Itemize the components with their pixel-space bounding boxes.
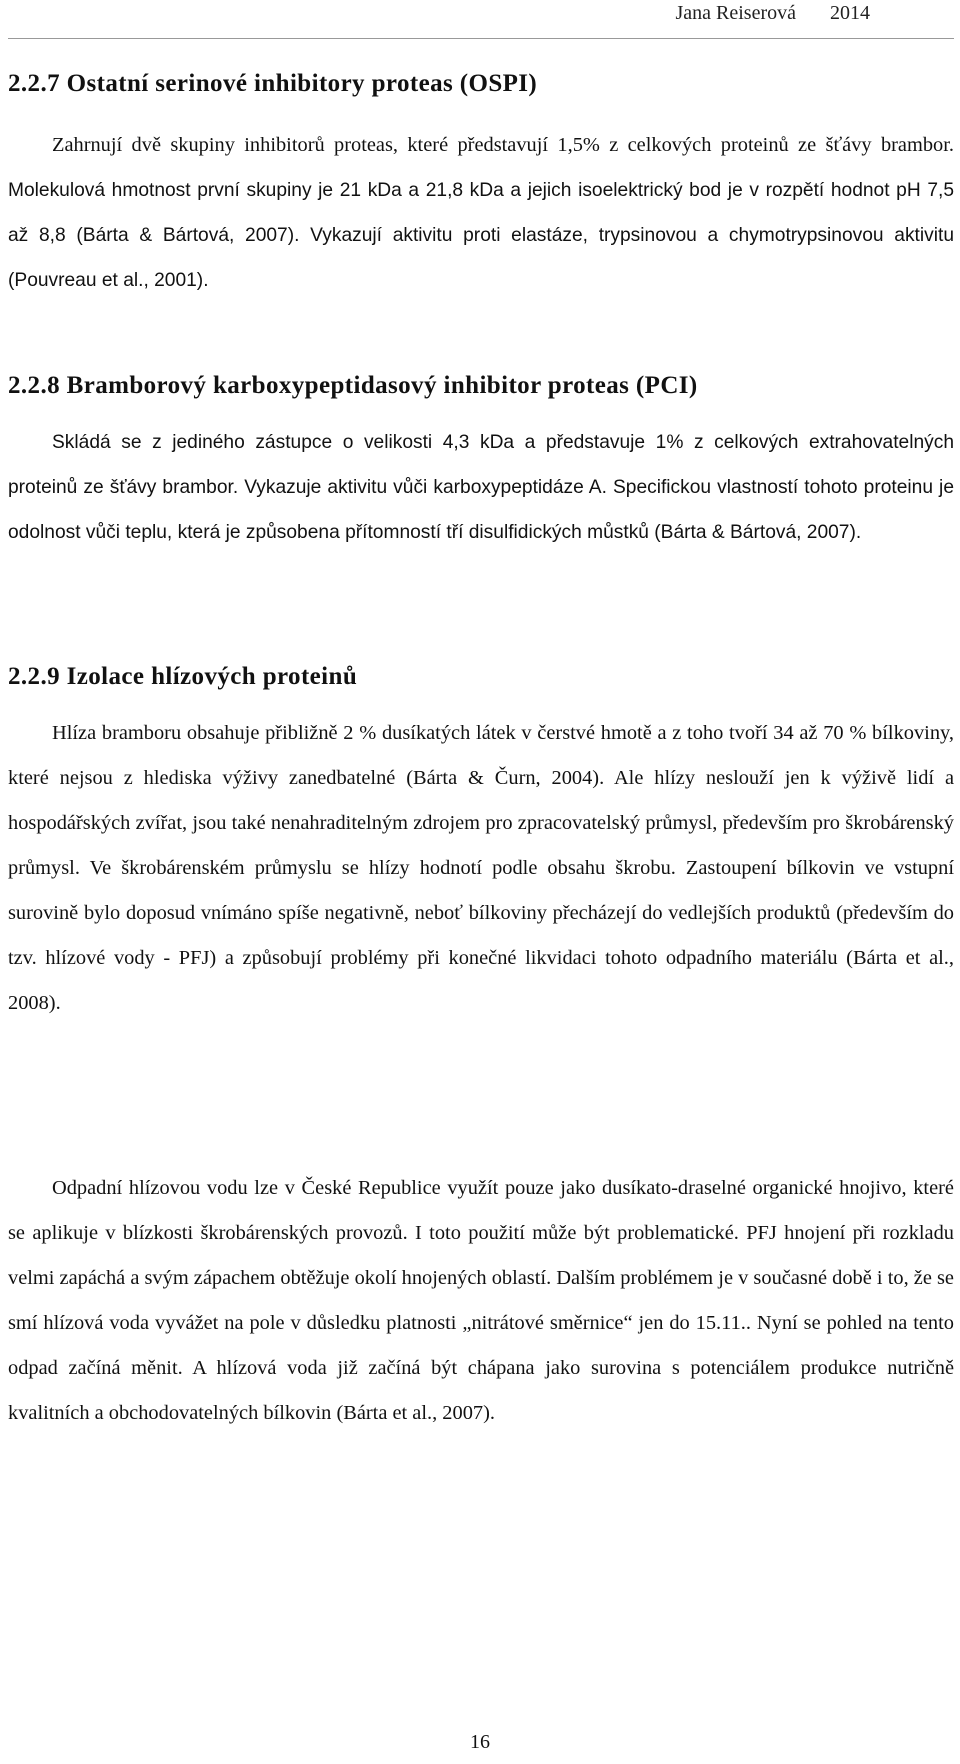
paragraph-izolace-2-text: Odpadní hlízovou vodu lze v České Republice využít pouze jako dusíkato-draselné organické hnojivo, které se aplikuje v blízkosti škrobárenských provozů. I toto použití může být problematické. PFJ hnojení při rozkladu velmi zapáchá a svým zápachem obtěžuje okolí hnojených oblastí. Dalším problémem je v současné době i to, že se smí hlízová voda vyvážet na pole v důsledku platnosti „nitrátové směrnice“ jen do 15.11.. Nyní se pohled na tento odpad začíná měnit. A hlízová voda již začíná být chápana jako surovina s potenciálem produkce nutričně kvalitních a obchodovatelných bílkovin (Bárta et al., 2007).: [8, 1177, 954, 1424]
header-author: Jana Reiserová: [675, 2, 796, 24]
paragraph-ospi: [8, 123, 954, 303]
paragraph-izolace-1-text: Hlíza bramboru obsahuje přibližně 2 % dusíkatých látek v čerstvé hmotě a z toho tvoří 34 až 70 % bílkoviny, které nejsou z hlediska výživy zanedbatelné (Bárta & Čurn, 2004). Ale hlízy neslouží jen k výživě lidí a hospodářských zvířat, jsou také nenahraditelným zdrojem pro zpracovatelský průmysl, především pro škrobárenský průmysl. Ve škrobárenském průmyslu se hlízy hodnotí podle obsahu škrobu. Zastoupení bílkovin ve vstupní surovině bylo doposud vnímáno spíše negativně, neboť bílkoviny přecházejí do vedlejších produktů (především do tzv. hlízové vody - PFJ) a způsobují problémy při konečné likvidaci tohoto odpadního materiálu (Bárta et al., 2008).: [8, 722, 954, 1014]
section-heading-2-2-8: 2.2.8 Bramborový karboxypeptidasový inhibitor proteas (PCI): [8, 372, 698, 399]
page-number: 16: [470, 1731, 490, 1753]
section-heading-2-2-7: 2.2.7 Ostatní serinové inhibitory proteas (OSPI): [8, 70, 538, 97]
paragraph-ospi-serif: Zahrnují dvě skupiny inhibitorů proteas, které představují 1,5% z celkových proteinů ze šťávy brambor.: [52, 134, 954, 156]
paragraph-pci: [8, 420, 954, 555]
header-year: 2014: [830, 2, 870, 24]
section-heading-2-2-9: 2.2.9 Izolace hlízových proteinů: [8, 663, 358, 690]
running-header: [675, 2, 870, 25]
paragraph-pci-part1: Skládá se z jediného zástupce o velikosti 4,3 kDa a představuje 1% z celkových extrahovatelných proteinů ze šťávy brambor. Vykazuje aktivitu vůči karboxypeptidáze A.: [8, 432, 954, 498]
paragraph-ospi-sans: Molekulová hmotnost první skupiny je 21 kDa a 21,8 kDa a jejich isoelektrický bod je v rozpětí hodnot pH 7,5 až 8,8 (Bárta & Bártová, 2007). Vykazují aktivitu proti elastáze, trypsinovou a chymotrypsinovou aktivitu (Pouvreau et al., 2001).: [8, 180, 954, 291]
paragraph-pci-part2: Specifickou vlastností tohoto proteinu je odolnost vůči teplu, která je způsobena přítomností tří disulfidických můstků (Bárta & Bártová, 2007).: [8, 477, 954, 543]
paragraph-izolace-1: [8, 711, 954, 1026]
paragraph-izolace-2: [8, 1166, 954, 1436]
header-rule: [8, 38, 954, 39]
